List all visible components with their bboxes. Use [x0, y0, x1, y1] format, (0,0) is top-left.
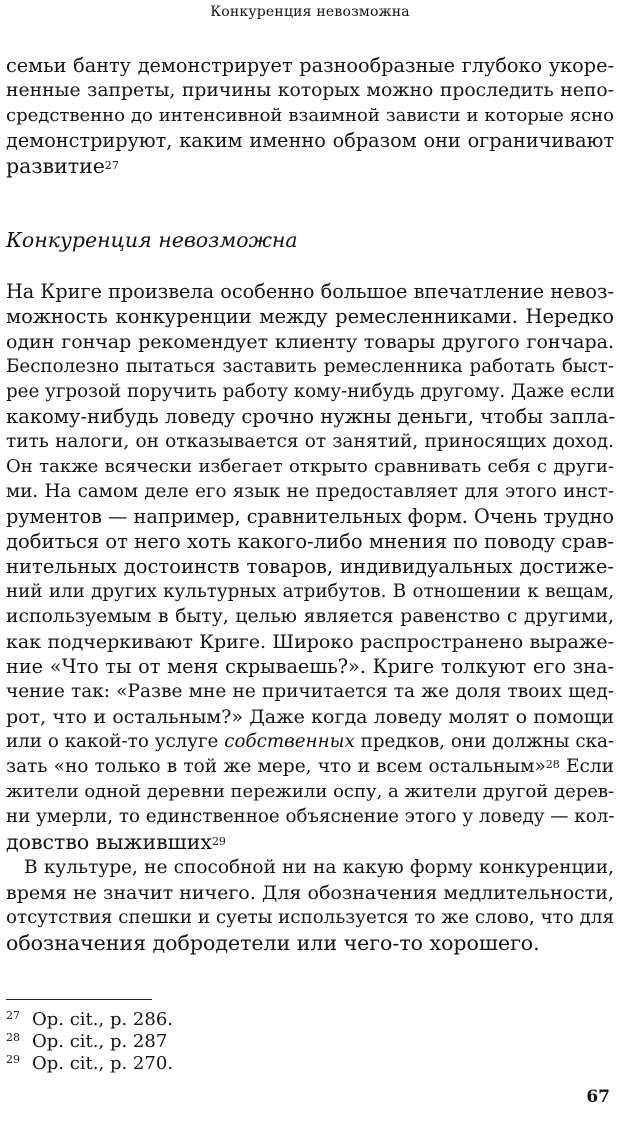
text-run: или о какой-то услуге [6, 731, 225, 752]
paragraph-line-last [6, 830, 614, 854]
paragraph-line: чение так: «Разве мне не причитается та же доля твоих щед- [6, 681, 614, 702]
paragraph-line: как подчеркивают Криге. Широко распространено выраже- [6, 631, 614, 653]
paragraph-line: Бесполезно пытаться заставить ремесленника работать быст- [6, 356, 614, 377]
paragraph-line: нительных достоинств товаров, индивидуальных достиже- [6, 555, 614, 578]
text-run: Если [559, 756, 614, 777]
footnote [6, 1053, 173, 1077]
paragraph-line-italic [6, 730, 614, 754]
paragraph-line: один гончар рекомендует клиенту товары другого гончара. [6, 331, 614, 353]
paragraph-line: рее угрозой поручить работу кому-нибудь другому. Даже если [6, 381, 615, 402]
footnote-marker: 27 [104, 159, 119, 172]
text-run: предков, они должны ска- [354, 731, 615, 752]
paragraph-line: можность конкуренции между ремесленниками. Нередко [6, 305, 614, 328]
intro-last-text: развитие [6, 154, 105, 178]
intro-line: ненные запреты, причины которых можно проследить непо- [6, 80, 614, 101]
footnote-text: Op. cit., p. 287 [32, 1031, 168, 1052]
paragraph-line: ний или других культурных атрибутов. В отношении к вещам, [6, 581, 614, 602]
paragraph-line: ние «Что ты от меня скрываешь?». Криге толкуют его зна- [6, 655, 614, 678]
paragraph-line: ми. На самом деле его язык не предоставляет для этого инст- [6, 481, 614, 502]
running-header: Конкуренция невозможна [210, 4, 410, 20]
paragraph-line: В культуре, не способной ни на какую форму конкуренции, [24, 857, 614, 878]
footnote-number: 27 [6, 1009, 20, 1022]
paragraph-line: время не значит ничего. Для обозначения медлительности, [6, 882, 614, 904]
paragraph-line-last: обозначения добродетели или чего-то хорошего. [6, 931, 540, 955]
intro-line: семьи банту демонстрирует разнообразные глубоко укоре- [6, 54, 614, 77]
paragraph-line: На Криге произвела особенно большое впечатление невоз- [6, 280, 614, 303]
paragraph-line: рументов — например, сравнительных форм. Очень трудно [6, 505, 614, 528]
footnote-marker: 29 [211, 835, 226, 848]
paragraph-line: используемым в быту, целью является равенство с другими, [6, 606, 614, 627]
footnote-text: Op. cit., p. 270. [32, 1053, 174, 1074]
paragraph-line: какому-нибудь ловеду срочно нужны деньги, чтобы запла- [6, 405, 615, 428]
paragraph-line: тить налоги, он отказывается от занятий, приносящих доход. [6, 431, 614, 452]
footnote-number: 29 [6, 1053, 20, 1066]
paragraph-line: ни умерли, то единственное объяснение этого у ловеду — кол- [6, 806, 615, 827]
footnote-rule [6, 999, 152, 1000]
page-number: 67 [586, 1087, 610, 1107]
footnote-number: 28 [6, 1031, 20, 1044]
section-title: Конкуренция невозможна [6, 228, 298, 252]
intro-line: средственно до интенсивной взаимной зависти и которые ясно [6, 105, 614, 126]
text-run: зать «но только в той же мере, что и всем остальным» [6, 756, 546, 777]
intro-line: демонстрируют, каким именно образом они ограничивают [6, 129, 614, 152]
paragraph-line: добиться от него хоть какого-либо мнения по поводу срав- [6, 530, 614, 553]
paragraph-line-note [6, 755, 614, 779]
footnote-marker: 28 [545, 758, 560, 771]
footnote-text: Op. cit., p. 286. [32, 1009, 174, 1030]
paragraph-line: отсутствия спешки и суеты используется то же слово, что для [6, 907, 614, 928]
paragraph-line: Он также всячески избегает открыто сравнивать себя с други- [6, 456, 614, 477]
intro-line-last [6, 154, 614, 178]
paragraph-line: рот, что и остальным?» Даже когда ловеду молят о помощи [6, 706, 614, 728]
text-run: довство выживших [6, 830, 212, 854]
emphasis: собственных [224, 731, 355, 752]
paragraph-line: жители одной деревни пережили оспу, а жители другой дерев- [6, 781, 615, 802]
